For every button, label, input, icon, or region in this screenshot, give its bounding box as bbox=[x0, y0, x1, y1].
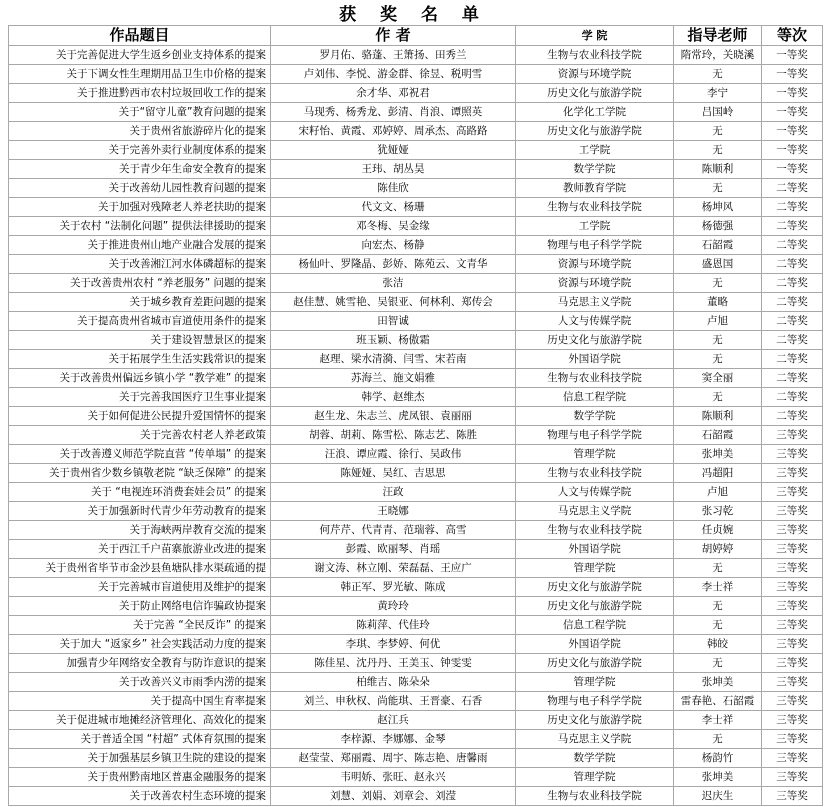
cell-college: 数学学院 bbox=[516, 749, 674, 768]
table-row bbox=[9, 559, 823, 578]
cell-rank: 二等奖 bbox=[762, 274, 823, 293]
cell-advisor: 无 bbox=[674, 616, 762, 635]
table-row bbox=[9, 673, 823, 692]
cell-advisor: 无 bbox=[674, 597, 762, 616]
cell-title: 关于建设智慧景区的提案 bbox=[9, 331, 271, 350]
cell-advisor: 杨韵竹 bbox=[674, 749, 762, 768]
cell-title: 关于海峡两岸教育交流的提案 bbox=[9, 521, 271, 540]
cell-advisor: 窦全丽 bbox=[674, 369, 762, 388]
cell-advisor: 李士祥 bbox=[674, 711, 762, 730]
cell-author: 陈佳欣 bbox=[271, 179, 516, 198]
cell-college: 数学学院 bbox=[516, 407, 674, 426]
cell-author: 宋籽怡、黄霞、邓婷婷、周承杰、高路路 bbox=[271, 122, 516, 141]
cell-rank: 三等奖 bbox=[762, 768, 823, 787]
cell-college: 历史文化与旅游学院 bbox=[516, 331, 674, 350]
cell-rank: 一等奖 bbox=[762, 141, 823, 160]
table-row bbox=[9, 122, 823, 141]
cell-title: 关于改善湘江河水体磷超标的提案 bbox=[9, 255, 271, 274]
cell-rank: 三等奖 bbox=[762, 787, 823, 806]
cell-rank: 一等奖 bbox=[762, 103, 823, 122]
cell-title: 关于防止网络电信诈骗政协提案 bbox=[9, 597, 271, 616]
header-college: 学 院 bbox=[516, 26, 674, 46]
cell-advisor: 无 bbox=[674, 122, 762, 141]
cell-author: 李梓源、李娜娜、金琴 bbox=[271, 730, 516, 749]
cell-rank: 二等奖 bbox=[762, 255, 823, 274]
cell-author: 赵莹莹、郑丽霞、周宇、陈志艳、唐馨雨 bbox=[271, 749, 516, 768]
header-author: 作 者 bbox=[271, 26, 516, 46]
cell-advisor: 任贞婉 bbox=[674, 521, 762, 540]
cell-author: 邓冬梅、吴金缘 bbox=[271, 217, 516, 236]
cell-author: 赵生龙、朱志兰、虎凤银、袁丽丽 bbox=[271, 407, 516, 426]
cell-rank: 二等奖 bbox=[762, 369, 823, 388]
cell-title: 关于完善城市盲道使用及维护的提案 bbox=[9, 578, 271, 597]
cell-author: 谢文涛、林立刚、荣磊磊、王应广 bbox=[271, 559, 516, 578]
cell-rank: 三等奖 bbox=[762, 711, 823, 730]
cell-title: 加强青少年网络安全教育与防诈意识的提案 bbox=[9, 654, 271, 673]
cell-title: 关于加强新时代青少年劳动教育的提案 bbox=[9, 502, 271, 521]
cell-advisor: 杨坤风 bbox=[674, 198, 762, 217]
cell-advisor: 陈顺利 bbox=[674, 160, 762, 179]
table-row bbox=[9, 198, 823, 217]
cell-title: 关于改善遵义师范学院直营 “传单塌” 的提案 bbox=[9, 445, 271, 464]
cell-advisor: 石韶霞 bbox=[674, 426, 762, 445]
cell-title: 关于贵州黔南地区普惠金融服务的提案 bbox=[9, 768, 271, 787]
cell-college: 外国语学院 bbox=[516, 635, 674, 654]
cell-college: 教师教育学院 bbox=[516, 179, 674, 198]
cell-college: 管理学院 bbox=[516, 768, 674, 787]
cell-title: 关于完善农村老人养老政策 bbox=[9, 426, 271, 445]
cell-rank: 三等奖 bbox=[762, 483, 823, 502]
cell-author: 陈莉萍、代佳玲 bbox=[271, 616, 516, 635]
cell-advisor: 张坤美 bbox=[674, 445, 762, 464]
cell-author: 陈娅娅、吴红、吉思思 bbox=[271, 464, 516, 483]
cell-advisor: 雷春艳、石韶霞 bbox=[674, 692, 762, 711]
cell-college: 历史文化与旅游学院 bbox=[516, 84, 674, 103]
header-rank: 等次 bbox=[762, 26, 823, 46]
cell-author: 赵江兵 bbox=[271, 711, 516, 730]
cell-author: 李琪、李梦婷、何优 bbox=[271, 635, 516, 654]
cell-rank: 二等奖 bbox=[762, 407, 823, 426]
cell-college: 管理学院 bbox=[516, 445, 674, 464]
cell-rank: 三等奖 bbox=[762, 559, 823, 578]
cell-advisor: 无 bbox=[674, 730, 762, 749]
cell-rank: 三等奖 bbox=[762, 464, 823, 483]
table-row bbox=[9, 103, 823, 122]
cell-advisor: 冯超阳 bbox=[674, 464, 762, 483]
cell-author: 何芹芹、代青青、范瑞蓉、高雪 bbox=[271, 521, 516, 540]
cell-title: 关于城乡教育差距问题的提案 bbox=[9, 293, 271, 312]
cell-advisor: 无 bbox=[674, 350, 762, 369]
cell-title: 关于加强基层乡镇卫生院的建设的提案 bbox=[9, 749, 271, 768]
cell-title: 关于“留守儿童”教育问题的提案 bbox=[9, 103, 271, 122]
cell-advisor: 盛恩国 bbox=[674, 255, 762, 274]
cell-author: 代文文、杨珊 bbox=[271, 198, 516, 217]
cell-rank: 三等奖 bbox=[762, 502, 823, 521]
cell-advisor: 无 bbox=[674, 654, 762, 673]
cell-advisor: 无 bbox=[674, 388, 762, 407]
cell-college: 生物与农业科技学院 bbox=[516, 46, 674, 65]
table-row bbox=[9, 483, 823, 502]
cell-author: 刘兰、申秋权、尚能琪、王晋豪、石香 bbox=[271, 692, 516, 711]
cell-rank: 二等奖 bbox=[762, 331, 823, 350]
cell-college: 马克思主义学院 bbox=[516, 293, 674, 312]
cell-college: 外国语学院 bbox=[516, 540, 674, 559]
table-row bbox=[9, 293, 823, 312]
cell-author: 赵佳慧、姚雪艳、吴银亚、何林利、郑传会 bbox=[271, 293, 516, 312]
cell-title: 关于下调女性生理期用品卫生巾价格的提案 bbox=[9, 65, 271, 84]
cell-author: 苏海兰、施文娟雅 bbox=[271, 369, 516, 388]
table-row bbox=[9, 711, 823, 730]
cell-author: 卢刘伟、李悦、游金群、徐昱、税明雪 bbox=[271, 65, 516, 84]
cell-title: 关于农村 “法制化问题” 提供法律援助的提案 bbox=[9, 217, 271, 236]
cell-author: 王晓娜 bbox=[271, 502, 516, 521]
cell-rank: 三等奖 bbox=[762, 749, 823, 768]
cell-rank: 二等奖 bbox=[762, 179, 823, 198]
table-row bbox=[9, 426, 823, 445]
cell-advisor: 无 bbox=[674, 274, 762, 293]
cell-title: 关于改善农村生态环境的提案 bbox=[9, 787, 271, 806]
cell-title: 关于改善贵州偏远乡镇小学 “教学难” 的提案 bbox=[9, 369, 271, 388]
cell-rank: 二等奖 bbox=[762, 217, 823, 236]
cell-title: 关于推进黔西市农村垃圾回收工作的提案 bbox=[9, 84, 271, 103]
cell-college: 物理与电子科学学院 bbox=[516, 426, 674, 445]
cell-author: 余才华、邓祝君 bbox=[271, 84, 516, 103]
cell-advisor: 董略 bbox=[674, 293, 762, 312]
cell-advisor: 无 bbox=[674, 65, 762, 84]
table-row bbox=[9, 730, 823, 749]
table-row bbox=[9, 255, 823, 274]
table-row bbox=[9, 141, 823, 160]
cell-advisor: 胡婷婷 bbox=[674, 540, 762, 559]
cell-title: 关于提高中国生育率提案 bbox=[9, 692, 271, 711]
cell-rank: 三等奖 bbox=[762, 540, 823, 559]
cell-title: 关于西江千户苗寨旅游业改进的提案 bbox=[9, 540, 271, 559]
cell-rank: 三等奖 bbox=[762, 616, 823, 635]
table-row bbox=[9, 692, 823, 711]
cell-title: 关于加大 “返家乡” 社会实践活动力度的提案 bbox=[9, 635, 271, 654]
cell-rank: 二等奖 bbox=[762, 388, 823, 407]
cell-advisor: 迟庆生 bbox=[674, 787, 762, 806]
table-row bbox=[9, 464, 823, 483]
cell-advisor: 吕国岭 bbox=[674, 103, 762, 122]
cell-advisor: 李宁 bbox=[674, 84, 762, 103]
cell-author: 犹娅娅 bbox=[271, 141, 516, 160]
table-row bbox=[9, 768, 823, 787]
cell-college: 历史文化与旅游学院 bbox=[516, 711, 674, 730]
cell-title: 关于贵州省毕节市金沙县鱼塘队排水渠疏通的提 bbox=[9, 559, 271, 578]
cell-college: 管理学院 bbox=[516, 673, 674, 692]
cell-author: 马现秀、杨秀龙、彭清、肖浪、谭照英 bbox=[271, 103, 516, 122]
cell-college: 历史文化与旅游学院 bbox=[516, 597, 674, 616]
cell-rank: 三等奖 bbox=[762, 673, 823, 692]
cell-advisor: 张习乾 bbox=[674, 502, 762, 521]
cell-rank: 三等奖 bbox=[762, 578, 823, 597]
cell-author: 韦明娇、张旺、赵永兴 bbox=[271, 768, 516, 787]
cell-title: 关于改善贵州农村 “养老服务” 问题的提案 bbox=[9, 274, 271, 293]
cell-college: 马克思主义学院 bbox=[516, 730, 674, 749]
cell-rank: 三等奖 bbox=[762, 654, 823, 673]
cell-author: 班玉颖、杨傲霜 bbox=[271, 331, 516, 350]
cell-advisor: 张坤美 bbox=[674, 673, 762, 692]
table-row bbox=[9, 84, 823, 103]
cell-rank: 一等奖 bbox=[762, 65, 823, 84]
table-row bbox=[9, 616, 823, 635]
cell-rank: 二等奖 bbox=[762, 198, 823, 217]
header-title: 作品题目 bbox=[9, 26, 271, 46]
cell-rank: 二等奖 bbox=[762, 293, 823, 312]
cell-rank: 三等奖 bbox=[762, 730, 823, 749]
cell-title: 关于完善外卖行业制度体系的提案 bbox=[9, 141, 271, 160]
cell-author: 赵理、梁水清漪、闫雪、宋若南 bbox=[271, 350, 516, 369]
header-advisor: 指导老师 bbox=[674, 26, 762, 46]
cell-rank: 一等奖 bbox=[762, 160, 823, 179]
cell-advisor: 李士祥 bbox=[674, 578, 762, 597]
cell-college: 外国语学院 bbox=[516, 350, 674, 369]
cell-college: 生物与农业科技学院 bbox=[516, 369, 674, 388]
cell-author: 韩学、赵维杰 bbox=[271, 388, 516, 407]
table-row bbox=[9, 654, 823, 673]
cell-author: 陈佳星、沈丹丹、王美玉、钟雯雯 bbox=[271, 654, 516, 673]
cell-college: 工学院 bbox=[516, 217, 674, 236]
table-row bbox=[9, 217, 823, 236]
cell-advisor: 无 bbox=[674, 559, 762, 578]
cell-title: 关于加强对残障老人养老扶助的提案 bbox=[9, 198, 271, 217]
table-row bbox=[9, 502, 823, 521]
cell-rank: 三等奖 bbox=[762, 445, 823, 464]
cell-title: 关于完善促进大学生返乡创业支持体系的提案 bbox=[9, 46, 271, 65]
cell-college: 生物与农业科技学院 bbox=[516, 198, 674, 217]
cell-rank: 二等奖 bbox=[762, 312, 823, 331]
cell-author: 彭霞、欧丽琴、肖瑶 bbox=[271, 540, 516, 559]
table-row bbox=[9, 521, 823, 540]
cell-rank: 一等奖 bbox=[762, 46, 823, 65]
cell-rank: 三等奖 bbox=[762, 597, 823, 616]
cell-college: 历史文化与旅游学院 bbox=[516, 122, 674, 141]
cell-author: 罗月佑、骆蓬、王箫扬、田秀兰 bbox=[271, 46, 516, 65]
table-row bbox=[9, 578, 823, 597]
cell-title: 关于 “电视连环消费套娃会员” 的提案 bbox=[9, 483, 271, 502]
table-row bbox=[9, 597, 823, 616]
table-row bbox=[9, 407, 823, 426]
table-header-row bbox=[9, 26, 823, 46]
table-row bbox=[9, 445, 823, 464]
table-row bbox=[9, 179, 823, 198]
cell-advisor: 张坤美 bbox=[674, 768, 762, 787]
table-row bbox=[9, 46, 823, 65]
page-title: 获 奖 名 单 bbox=[339, 5, 488, 25]
cell-rank: 三等奖 bbox=[762, 521, 823, 540]
table-body bbox=[9, 46, 823, 806]
cell-college: 物理与电子科学学院 bbox=[516, 236, 674, 255]
cell-title: 关于贵州省少数乡镇敬老院 “缺乏保障” 的提案 bbox=[9, 464, 271, 483]
award-list-table bbox=[8, 25, 823, 806]
cell-rank: 三等奖 bbox=[762, 635, 823, 654]
cell-author: 汪政 bbox=[271, 483, 516, 502]
cell-college: 数学学院 bbox=[516, 160, 674, 179]
cell-author: 柏维吉、陈朵朵 bbox=[271, 673, 516, 692]
cell-title: 关于完善我国医疗卫生事业提案 bbox=[9, 388, 271, 407]
table-row bbox=[9, 369, 823, 388]
cell-rank: 三等奖 bbox=[762, 426, 823, 445]
cell-rank: 一等奖 bbox=[762, 122, 823, 141]
cell-college: 马克思主义学院 bbox=[516, 502, 674, 521]
table-row bbox=[9, 236, 823, 255]
table-row bbox=[9, 65, 823, 84]
cell-title: 关于提高贵州省城市盲道使用条件的提案 bbox=[9, 312, 271, 331]
cell-college: 生物与农业科技学院 bbox=[516, 787, 674, 806]
cell-advisor: 杨德强 bbox=[674, 217, 762, 236]
cell-college: 物理与电子科学学院 bbox=[516, 692, 674, 711]
table-row bbox=[9, 749, 823, 768]
cell-advisor: 石韶霞 bbox=[674, 236, 762, 255]
table-row bbox=[9, 540, 823, 559]
cell-author: 向宏杰、杨静 bbox=[271, 236, 516, 255]
cell-author: 王玮、胡丛昊 bbox=[271, 160, 516, 179]
cell-college: 管理学院 bbox=[516, 559, 674, 578]
cell-advisor: 无 bbox=[674, 331, 762, 350]
cell-title: 关于促进城市地摊经济管理化、高效化的提案 bbox=[9, 711, 271, 730]
cell-advisor: 无 bbox=[674, 179, 762, 198]
cell-author: 韩正军、罗光敏、陈成 bbox=[271, 578, 516, 597]
table-row bbox=[9, 787, 823, 806]
cell-title: 关于改善幼儿园性教育问题的提案 bbox=[9, 179, 271, 198]
cell-advisor: 陈顺利 bbox=[674, 407, 762, 426]
cell-author: 胡蓉、胡莉、陈雪松、陈志艺、陈胜 bbox=[271, 426, 516, 445]
cell-college: 资源与环境学院 bbox=[516, 274, 674, 293]
cell-title: 关于改善兴义市雨季内涝的提案 bbox=[9, 673, 271, 692]
cell-college: 生物与农业科技学院 bbox=[516, 464, 674, 483]
cell-advisor: 隋常玲，关晓溪 bbox=[674, 46, 762, 65]
cell-college: 历史文化与旅游学院 bbox=[516, 578, 674, 597]
table-row bbox=[9, 388, 823, 407]
cell-title: 关于如何促进公民提升爱国情怀的提案 bbox=[9, 407, 271, 426]
cell-author: 汪浪、谭应霞、徐行、吴政伟 bbox=[271, 445, 516, 464]
cell-college: 化学化工学院 bbox=[516, 103, 674, 122]
cell-advisor: 卢旭 bbox=[674, 312, 762, 331]
cell-college: 信息工程学院 bbox=[516, 388, 674, 407]
cell-author: 刘慧、刘娟、刘章会、刘滢 bbox=[271, 787, 516, 806]
cell-author: 黄玲玲 bbox=[271, 597, 516, 616]
cell-advisor: 无 bbox=[674, 141, 762, 160]
cell-rank: 二等奖 bbox=[762, 236, 823, 255]
cell-title: 关于拓展学生生活实践常识的提案 bbox=[9, 350, 271, 369]
cell-college: 资源与环境学院 bbox=[516, 255, 674, 274]
cell-title: 关于完善 “全民反诈” 的提案 bbox=[9, 616, 271, 635]
cell-title: 关于青少年生命安全教育的提案 bbox=[9, 160, 271, 179]
cell-title: 关于推进贵州山地产业融合发展的提案 bbox=[9, 236, 271, 255]
cell-author: 杨仙叶、罗隆晶、彭娇、陈苑云、文青华 bbox=[271, 255, 516, 274]
cell-college: 生物与农业科技学院 bbox=[516, 521, 674, 540]
cell-college: 资源与环境学院 bbox=[516, 65, 674, 84]
cell-advisor: 卢旭 bbox=[674, 483, 762, 502]
table-row bbox=[9, 635, 823, 654]
cell-advisor: 韩皎 bbox=[674, 635, 762, 654]
cell-title: 关于普适全国 “村超” 式体育氛围的提案 bbox=[9, 730, 271, 749]
cell-rank: 三等奖 bbox=[762, 692, 823, 711]
table-row bbox=[9, 331, 823, 350]
cell-college: 人文与传媒学院 bbox=[516, 312, 674, 331]
cell-college: 历史文化与旅游学院 bbox=[516, 654, 674, 673]
cell-college: 信息工程学院 bbox=[516, 616, 674, 635]
table-row bbox=[9, 350, 823, 369]
cell-college: 人文与传媒学院 bbox=[516, 483, 674, 502]
cell-author: 田智诚 bbox=[271, 312, 516, 331]
cell-title: 关于贵州省旅游碎片化的提案 bbox=[9, 122, 271, 141]
table-row bbox=[9, 160, 823, 179]
cell-college: 工学院 bbox=[516, 141, 674, 160]
cell-author: 张洁 bbox=[271, 274, 516, 293]
cell-rank: 二等奖 bbox=[762, 350, 823, 369]
table-row bbox=[9, 274, 823, 293]
table-row bbox=[9, 312, 823, 331]
cell-rank: 一等奖 bbox=[762, 84, 823, 103]
